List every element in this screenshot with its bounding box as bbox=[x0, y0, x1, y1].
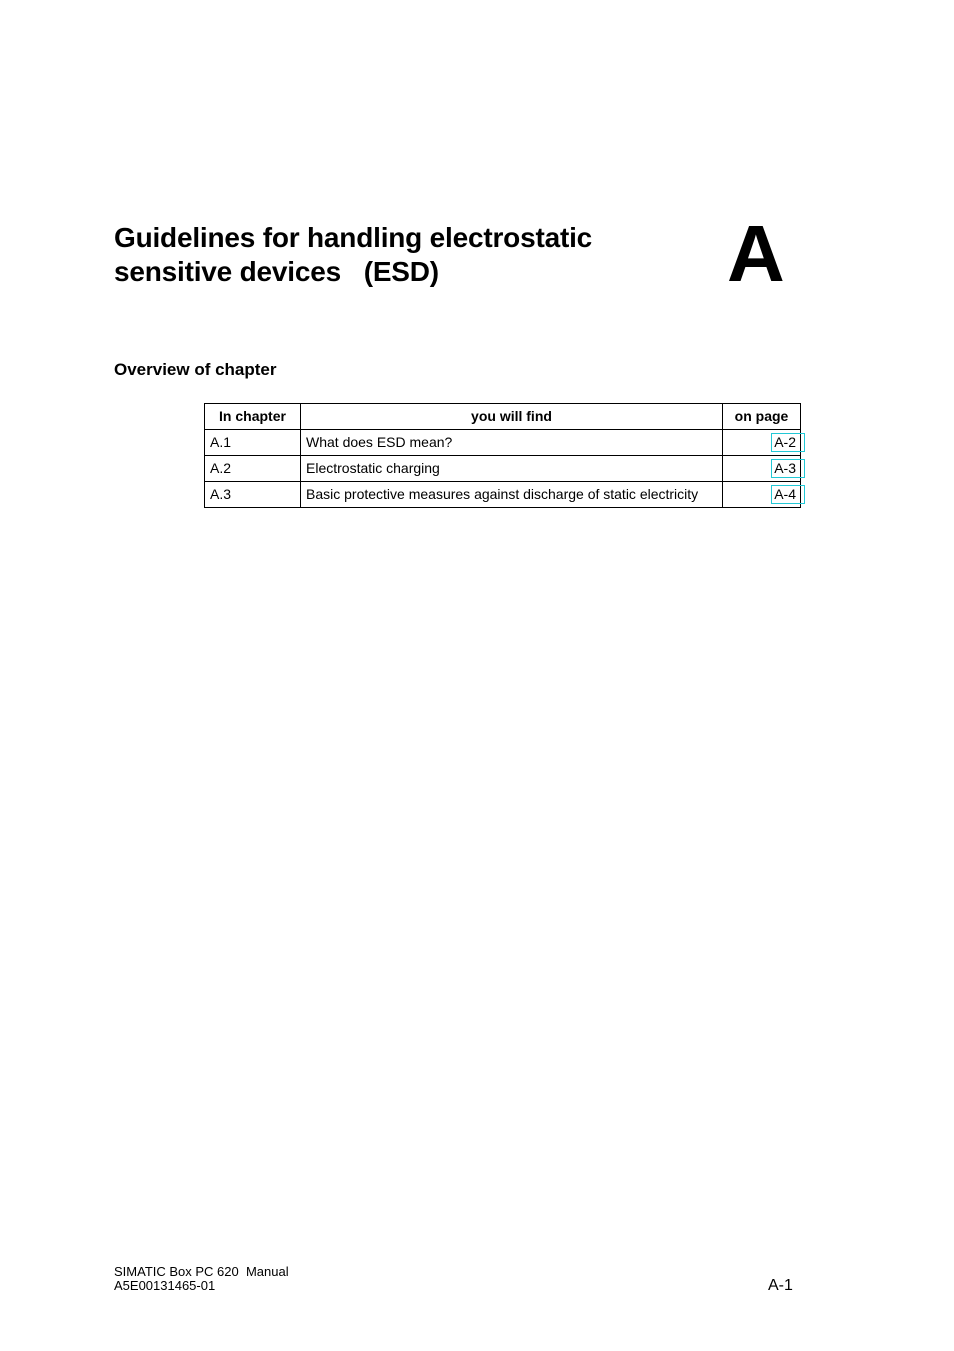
footer-page-number: A-1 bbox=[768, 1277, 793, 1294]
chapter-title-line-1: Guidelines for handling electrostatic bbox=[114, 222, 593, 253]
table-header-row bbox=[205, 404, 801, 430]
column-header-topic: you will find bbox=[301, 404, 723, 430]
overview-heading: Overview of chapter bbox=[114, 360, 277, 379]
footer-manual-info bbox=[114, 1265, 289, 1293]
footer-manual-title: SIMATIC Box PC 620 Manual bbox=[114, 1264, 289, 1279]
chapter-title-line-2: sensitive devices (ESD) bbox=[114, 256, 439, 287]
row-chapter: A.3 bbox=[205, 482, 301, 508]
row-chapter: A.1 bbox=[205, 430, 301, 456]
table-row bbox=[205, 456, 801, 482]
table-row bbox=[205, 430, 801, 456]
row-page-cell bbox=[723, 430, 801, 456]
row-topic: Basic protective measures against discharge of static electricity bbox=[301, 482, 723, 508]
table-row bbox=[205, 482, 801, 508]
row-page-cell bbox=[723, 482, 801, 508]
overview-table bbox=[204, 403, 801, 508]
page-link-a-4[interactable]: A-4 bbox=[771, 485, 805, 504]
chapter-title bbox=[114, 221, 674, 289]
column-header-page: on page bbox=[723, 404, 801, 430]
row-topic: Electrostatic charging bbox=[301, 456, 723, 482]
chapter-letter: A bbox=[727, 209, 785, 298]
page-link-a-2[interactable]: A-2 bbox=[771, 433, 805, 452]
column-header-chapter: In chapter bbox=[205, 404, 301, 430]
row-topic: What does ESD mean? bbox=[301, 430, 723, 456]
row-chapter: A.2 bbox=[205, 456, 301, 482]
row-page-cell bbox=[723, 456, 801, 482]
footer-doc-number: A5E00131465-01 bbox=[114, 1278, 216, 1293]
page-link-a-3[interactable]: A-3 bbox=[771, 459, 805, 478]
